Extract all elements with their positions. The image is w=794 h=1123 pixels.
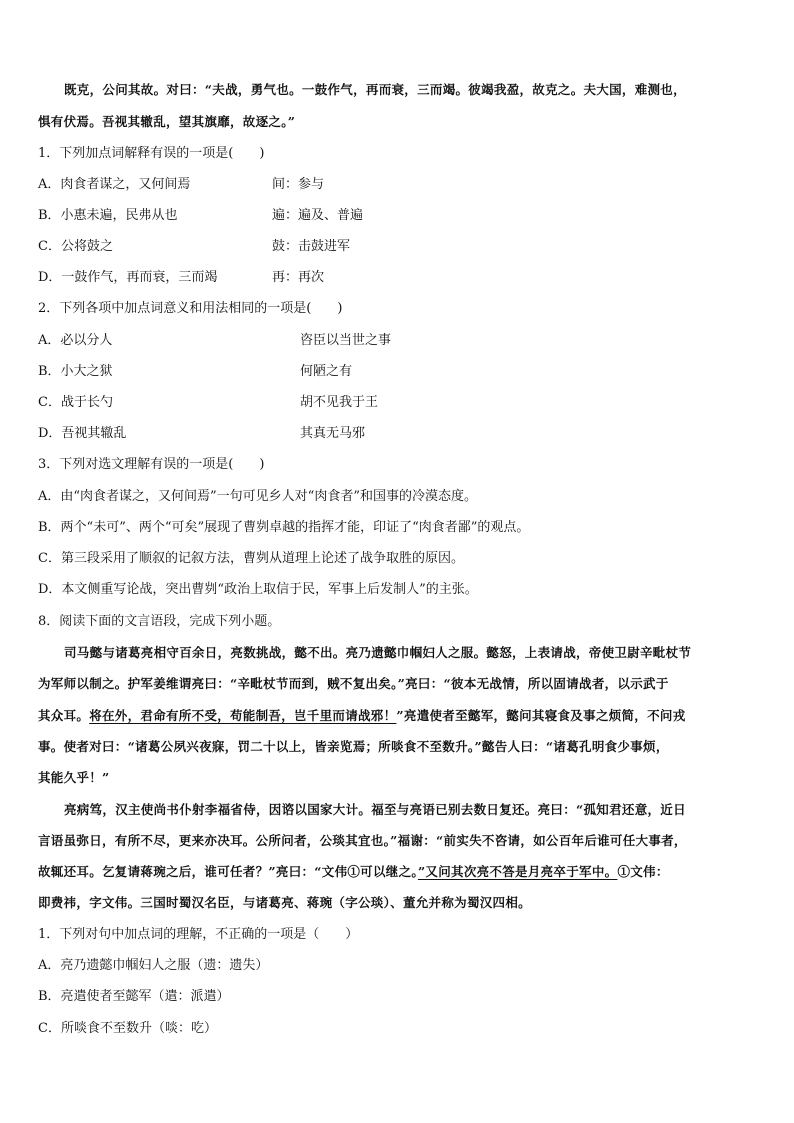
q8-1-option-c: C．所啖食不至数升（啖：吃）: [38, 1021, 217, 1036]
passage2-p1-line2: 为军师以制之。护军姜维谓亮曰：“辛毗杖节而到，贼不复出矣。”亮曰：“彼本无战情，所以固请战者，以示武于: [38, 676, 669, 691]
passage1-line1: 既克，公问其故。对曰：“夫战，勇气也。一鼓作气，再而衰，三而竭。彼竭我盈，故克之。夫大国，难测也，: [64, 82, 686, 97]
passage2-p1-line1: 司马懿与诸葛亮相守百余日，亮数挑战，懿不出。亮乃遗懿巾帼妇人之服。懿怒，上表请战，帝使卫尉辛毗杖节: [64, 645, 692, 660]
q8-1-option-b: B．亮遣使者至懿军（遣：派遣）: [38, 989, 230, 1004]
q8-1-option-a: A．亮乃遗懿巾帼妇人之服（遗：遗失）: [38, 958, 269, 973]
option-text: C．公将鼓之: [38, 239, 113, 254]
option-text: C．战于长勺: [38, 395, 113, 410]
option-compare: 咨臣以当世之事: [300, 333, 392, 348]
option-text: D．一鼓作气，再而衰，三而竭: [38, 270, 218, 285]
q3-option-d: D．本文侧重写论战，突出曹刿“政治上取信于民，军事上后发制人”的主张。: [38, 582, 478, 597]
q3-option-b: B．两个“未可”、两个“可矣”展现了曹刿卓越的指挥才能，印证了“肉食者鄙”的观点。: [38, 520, 530, 535]
q2-stem: 2．下列各项中加点词意义和用法相同的一项是( ): [38, 301, 343, 316]
text-segment: 其众耳。: [38, 708, 90, 723]
underlined-sentence: 将在外，君命有所不受，苟能制吾，岂千里而请战邪！: [89, 708, 397, 723]
passage2-p2-line1: 亮病笃，汉主使尚书仆射李福省侍，因谘以国家大计。福至与亮语已别去数日复还。亮曰：“孤知君还意，近日: [64, 802, 686, 817]
option-explanation: 间：参与: [272, 177, 325, 192]
text-segment: ”亮遣使者至懿军，懿问其寝食及事之烦简，不问戎: [396, 708, 686, 723]
option-compare: 何陋之有: [300, 364, 353, 379]
passage2-p2-line2: 言语虽弥日，有所不尽，更来亦决耳。公所问者，公琰其宜也。”福谢：“前实失不咨请，如公百年后谁可任大事者，: [38, 833, 687, 848]
q3-stem: 3．下列对选文理解有误的一项是( ): [38, 457, 265, 472]
option-explanation: 遍：遍及、普遍: [272, 208, 364, 223]
option-text: B．小惠未遍，民弗从也: [38, 208, 178, 223]
text-segment: 故辄还耳。乞复请蒋琬之后，谁可任者？”亮曰：“文伟①可以继之。: [38, 864, 418, 879]
option-explanation: 鼓：击鼓进军: [272, 239, 351, 254]
option-explanation: 再：再次: [272, 270, 325, 285]
passage2-p2-line4: 即费祎，字文伟。三国时蜀汉名臣，与诸葛亮、蒋琬（字公琰）、董允并称为蜀汉四相。: [38, 895, 531, 910]
option-text: A．必以分人: [38, 333, 113, 348]
option-compare: 胡不见我于王: [300, 395, 379, 410]
q1-stem: 1．下列加点词解释有误的一项是( ): [38, 146, 265, 161]
option-text: B．小大之狱: [38, 364, 113, 379]
footnote-marker: ①文伟：: [617, 864, 669, 879]
passage1-line2: 惧有伏焉。吾视其辙乱，望其旗靡，故逐之。”: [38, 114, 296, 129]
q3-option-c: C．第三段采用了顺叙的记叙方法，曹刿从道理上论述了战争取胜的原因。: [38, 551, 464, 566]
option-compare: 其真无马邪: [300, 426, 366, 441]
q8-stem: 8．阅读下面的文言语段，完成下列小题。: [38, 614, 281, 629]
passage2-p1-line3: [38, 706, 758, 726]
underlined-sentence: ”又问其次亮不答是月亮卒于军中。: [417, 864, 618, 879]
option-text: A．肉食者谋之，又何间焉: [38, 177, 191, 192]
option-text: D．吾视其辙乱: [38, 426, 127, 441]
passage2-p2-line3: [38, 862, 758, 882]
passage2-p1-line5: 其能久乎！”: [38, 770, 110, 785]
passage2-p1-line4: 事。使者对曰：“诸葛公夙兴夜寐，罚二十以上，皆亲览焉；所啖食不至数升。”懿告人曰：“诸葛孔明食少事烦，: [38, 739, 669, 754]
q8-1-stem: 1．下列对句中加点词的理解，不正确的一项是（ ）: [38, 927, 359, 942]
q3-option-a: A．由“肉食者谋之，又何间焉”一句可见乡人对“肉食者”和国事的冷漠态度。: [38, 489, 477, 504]
